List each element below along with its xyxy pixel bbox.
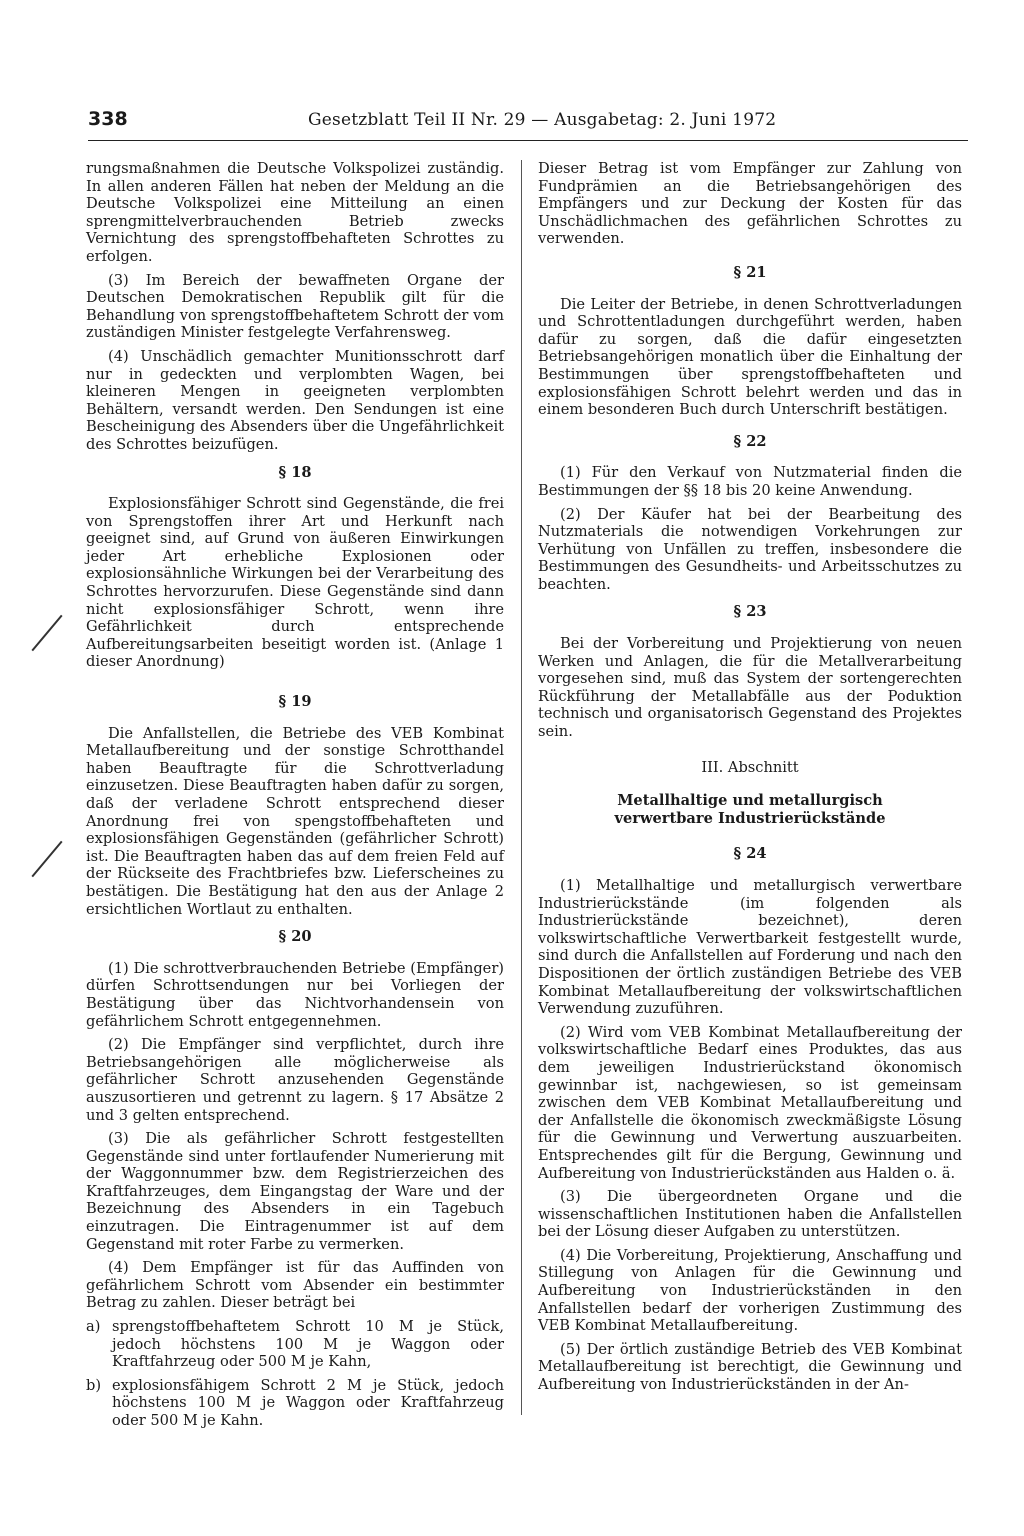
paragraph: (1) Metallhaltige und metallurgisch verwertbare Industrierückstände (im folgenden als Industrierückstände bezeichnet), deren volkswirtschaftliche Verwertbarkeit festgestellt wurde, sind durch die Anfallstellen auf Forderung und nach den Dispositionen der örtlich zuständigen Betriebe des VEB Kombinat Metallaufbereitung der volkswirtschaftlichen Verwendung zuzuführen. (538, 877, 962, 1018)
list-text: sprengstoffbehaftetem Schrott 10 M je Stück, jedoch höchstens 100 M je Waggon oder Kraftfahrzeug oder 500 M je Kahn, (112, 1318, 504, 1371)
list-text: explosionsfähigem Schrott 2 M je Stück, jedoch höchstens 100 M je Waggon oder Kraftfahrzeug oder 500 M je Kahn. (112, 1376, 504, 1429)
section-heading: § 24 (733, 845, 767, 863)
list-marker: b) (86, 1376, 102, 1394)
list-item (86, 1318, 504, 1371)
page-header (88, 108, 968, 141)
margin-mark (31, 841, 62, 878)
paragraph: (3) Die übergeordneten Organe und die wissenschaftlichen Institutionen haben die Anfallstellen bei der Lösung dieser Aufgaben zu unterstützen. (538, 1188, 962, 1241)
section-heading: § 22 (733, 432, 767, 450)
paragraph: (4) Die Vorbereitung, Projektierung, Anschaffung und Stillegung von Anlagen für die Gewinnung und Aufbereitung von Industrierückständen in den Anfallstellen bedarf der vorherigen Zustimmung des VEB Kombinat Metallaufbereitung. (538, 1246, 962, 1335)
list-marker: a) (86, 1318, 101, 1336)
paragraph: Dieser Betrag ist vom Empfänger zur Zahlung von Fundprämien an die Betriebsangehörigen des Empfängers und zur Deckung der Kosten für das Unschädlichmachen des gefährlichen Schrottes zu verwenden. (538, 160, 962, 248)
right-column (538, 160, 962, 1400)
paragraph: (1) Für den Verkauf von Nutzmaterial finden die Bestimmungen der §§ 18 bis 20 keine Anwendung. (538, 464, 962, 499)
section-heading: § 20 (278, 928, 312, 946)
paragraph: Die Anfallstellen, die Betriebe des VEB Kombinat Metallaufbereitung und der sonstige Schrotthandel haben Beauftragte für die Schrottverladung einzusetzen. Diese Beauftragten haben dafür zu sorgen, daß der verladene Schrott entsprechend dieser Anordnung frei von spengstoffbehafteten und explosionsfähigen Gegenständen (gefährlicher Schrott) ist. Die Beauftragten haben das auf dem freien Feld auf der Rückseite des Frachtbriefes bzw. Lieferscheines zu bestätigen. Die Bestätigung hat den aus der Anlage 2 ersichtlichen Wortlaut zu enthalten. (86, 724, 504, 918)
paragraph: rungsmaßnahmen die Deutsche Volkspolizei zuständig. In allen anderen Fällen hat neben der Meldung an die Deutsche Volkspolizei eine Mitteilung an einen sprengmittelverbrauchenden Betrieb zwecks Vernichtung des sprengstoffbehafteten Schrottes zu erfolgen. (86, 160, 504, 265)
page-number: 338 (88, 108, 128, 130)
paragraph: (4) Dem Empfänger ist für das Auffinden von gefährlichem Schrott vom Absender ein bestimmter Betrag zu zahlen. Dieser beträgt bei (86, 1259, 504, 1312)
paragraph: Explosionsfähiger Schrott sind Gegenstände, die frei von Sprengstoffen ihrer Art und Herkunft nach geeignet sind, auf Grund von äußeren Einwirkungen jeder Art erhebliche Explosionen oder explosionsähnliche Wirkungen bei der Verarbeitung des Schrottes hervorzurufen. Diese Gegenstände sind dann nicht explosionsfähiger Schrott, wenn ihre Gefährlichkeit durch entsprechende Aufbereitungsarbeiten beseitigt worden ist. (Anlage 1 dieser Anordnung) (86, 495, 504, 671)
paragraph: Bei der Vorbereitung und Projektierung von neuen Werken und Anlagen, die für die Metallverarbeitung vorgesehen sind, muß das System der sortengerechten Rückführung der Metallabfälle aus der Poduktion technisch und organisatorisch Gegenstand des Projektes sein. (538, 635, 962, 741)
running-title: Gesetzblatt Teil II Nr. 29 — Ausgabetag: 2. Juni 1972 (308, 110, 777, 130)
section-heading: § 23 (733, 603, 767, 621)
paragraph: (3) Im Bereich der bewaffneten Organe der Deutschen Demokratischen Republik gilt für die Behandlung von sprengstoffbehaftetem Schrott der vom zuständigen Minister festgelegte Verfahrensweg. (86, 271, 504, 342)
chapter-heading: III. Abschnitt (701, 758, 799, 776)
paragraph: (2) Die Empfänger sind verpflichtet, durch ihre Betriebsangehörigen alle möglicherweise als gefährlicher Schrott anzusehenden Gegenstände auszusortieren und getrennt zu lagern. § 17 Absätze 2 und 3 gelten entsprechend. (86, 1036, 504, 1124)
paragraph: (4) Unschädlich gemachter Munitionsschrott darf nur in gedeckten und verplombten Wagen, bei kleineren Mengen in geeigneten verplombten Behältern, versandt werden. Den Sendungen ist eine Bescheinigung des Absenders über die Ungefährlichkeit des Schrottes beizufügen. (86, 347, 504, 453)
left-column (86, 160, 504, 1436)
paragraph: (2) Der Käufer hat bei der Bearbeitung des Nutzmaterials die notwendigen Vorkehrungen zur Verhütung von Unfällen zu treffen, insbesondere die Bestimmungen des Gesundheits- und Arbeitsschutzes zu beachten. (538, 505, 962, 593)
paragraph: (3) Die als gefährlicher Schrott festgestellten Gegenstände sind unter fortlaufender Numerierung mit der Waggonnummer bzw. dem Registrierzeichen des Kraftfahrzeuges, dem Eingangstag der Ware und der Bezeichnung des Absenders in ein Tagebuch einzutragen. Die Eintragenummer ist auf dem Gegenstand mit roter Farbe zu vermerken. (86, 1130, 504, 1253)
paragraph: (2) Wird vom VEB Kombinat Metallaufbereitung der volkswirtschaftliche Bedarf eines Produktes, das aus dem jeweiligen Industrierückstand ökonomisch gewinnbar ist, nachgewiesen, so ist gemeinsam zwischen dem VEB Kombinat Metallaufbereitung und der Anfallstelle die ökonomisch zweckmäßigste Lösung für die Gewinnung und Verwertung auszuarbeiten. Entsprechendes gilt für die Bergung, Gewinnung und Aufbereitung von Industrierückständen aus Halden o. ä. (538, 1023, 962, 1182)
paragraph: Die Leiter der Betriebe, in denen Schrottverladungen und Schrottentladungen durchgeführt werden, haben dafür zu sorgen, daß die dafür eingesetzten Betriebsangehörigen monatlich über die Einhaltung der Bestimmungen über sprengstoffbehafteten und explosionsfähigen Schrott belehrt werden und das in einem besonderen Buch durch Unterschrift bestätigen. (538, 295, 962, 419)
chapter-title-line: Metallhaltige und metallurgisch (617, 792, 883, 810)
chapter-title (538, 792, 962, 827)
list-item (86, 1377, 504, 1430)
paragraph: (5) Der örtlich zuständige Betrieb des VEB Kombinat Metallaufbereitung ist berechtigt, die Gewinnung und Aufbereitung von Industrierückständen in der An- (538, 1340, 962, 1394)
margin-mark (31, 615, 62, 652)
paragraph: (1) Die schrottverbrauchenden Betriebe (Empfänger) dürfen Schrottsendungen nur bei Vorliegen der Bestätigung über das Nichtvorhandensein von gefährlichem Schrott entgegennehmen. (86, 959, 504, 1030)
section-heading: § 18 (278, 463, 312, 481)
section-heading: § 21 (733, 263, 767, 281)
section-heading: § 19 (278, 693, 312, 711)
column-divider (521, 160, 522, 1415)
chapter-title-line: verwertbare Industrierückstände (614, 809, 886, 827)
